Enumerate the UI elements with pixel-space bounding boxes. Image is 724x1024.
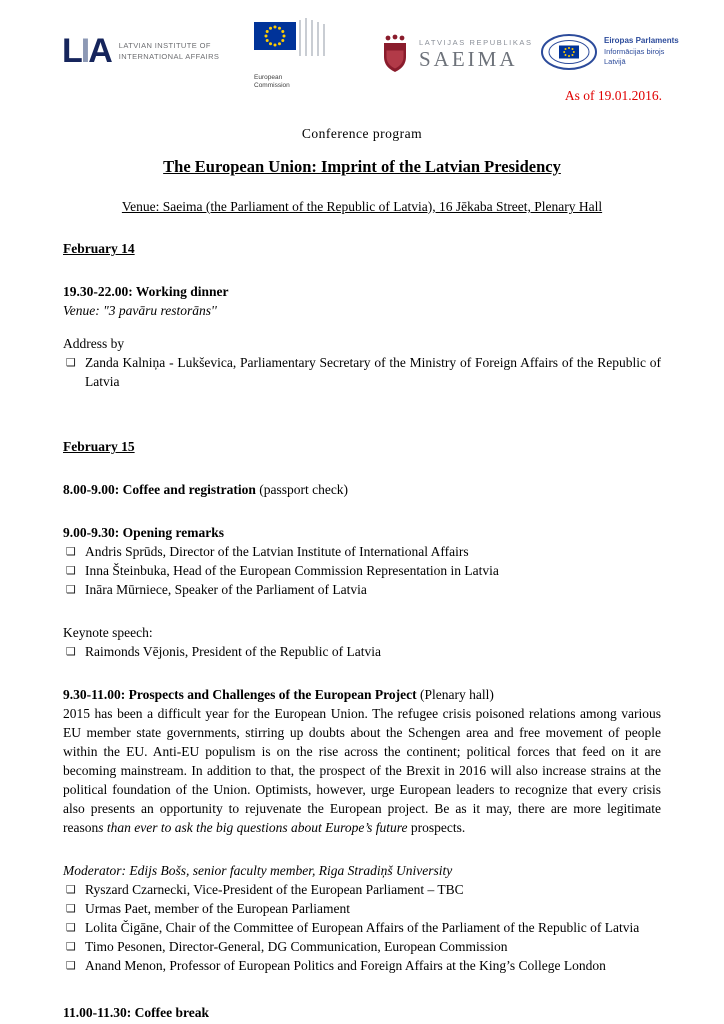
square-bullet-icon: ❑: [66, 883, 76, 896]
speaker-text: Ryszard Czarnecki, Vice-President of the European Parliament – TBC: [85, 882, 464, 897]
liia-logo-text: LATVIAN INSTITUTE OF INTERNATIONAL AFFAIRS: [118, 40, 220, 61]
working-dinner-venue: Venue: "3 pavāru restorāns'': [63, 303, 217, 318]
moderator-line: Moderator: Edijs Bošs, senior faculty member, Riga Stradiņš University: [63, 863, 453, 878]
square-bullet-icon: ❑: [66, 902, 76, 915]
latvian-coat-of-arms-icon: [380, 34, 410, 76]
eu-flag-building-icon: [252, 16, 340, 68]
list-item: [63, 899, 661, 918]
square-bullet-icon: ❑: [66, 645, 76, 658]
speaker-text: Lolita Čigāne, Chair of the Committee of European Affairs of the Parliament of the Republic of Latvia: [85, 920, 640, 935]
square-bullet-icon: ❑: [66, 959, 76, 972]
speaker-text: Inna Šteinbuka, Head of the European Commission Representation in Latvia: [85, 563, 499, 578]
heading-february-14: February 14: [63, 241, 135, 256]
keynote-label: Keynote speech:: [63, 625, 153, 640]
list-item: [63, 353, 661, 391]
as-of-date: As of 19.01.2016.: [564, 88, 662, 103]
keynote-block: [63, 623, 661, 661]
square-bullet-icon: ❑: [66, 545, 76, 558]
coffee-break-line: 11.00-11.30: Coffee break: [63, 1005, 209, 1020]
list-item: [63, 542, 661, 561]
speaker-text: Timo Pesonen, Director-General, DG Communication, European Commission: [85, 939, 508, 954]
working-dinner-block: [63, 282, 661, 320]
liia-logo-mark-icon: LIA: [62, 32, 111, 70]
document-body: [0, 112, 724, 1022]
speaker-text: Andris Sprūds, Director of the Latvian Institute of International Affairs: [85, 544, 469, 559]
heading-february-15: February 15: [63, 439, 135, 454]
address-by-block: [63, 334, 661, 391]
list-item: [63, 561, 661, 580]
list-item: [63, 880, 661, 899]
working-dinner-title: 19.30-22.00: Working dinner: [63, 284, 229, 299]
square-bullet-icon: ❑: [66, 564, 76, 577]
ec-logo-caption: European Commission: [254, 74, 290, 90]
venue-line: Venue: Saeima (the Parliament of the Republic of Latvia), 16 Jēkaba Street, Plenary Hall: [121, 199, 603, 214]
list-item: [63, 642, 661, 661]
square-bullet-icon: ❑: [66, 583, 76, 596]
square-bullet-icon: ❑: [66, 940, 76, 953]
program-label: Conference program: [301, 126, 423, 141]
european-parliament-logo: [540, 32, 679, 72]
list-item: [63, 937, 661, 956]
address-by-label: Address by: [63, 336, 125, 351]
speaker-text: Raimonds Vējonis, President of the Republic of Latvia: [85, 644, 381, 659]
list-item: [63, 918, 661, 937]
saeima-logo-text: LATVIJAS REPUBLIKAS SAEIMA: [419, 38, 533, 72]
speaker-text: Ināra Mūrniece, Speaker of the Parliament of Latvia: [85, 582, 367, 597]
panel-block: [63, 861, 661, 975]
list-item: [63, 956, 661, 975]
saeima-logo: [380, 34, 533, 76]
list-item: [63, 580, 661, 599]
liia-logo: [62, 34, 219, 68]
square-bullet-icon: ❑: [66, 356, 76, 369]
ep-hemicycle-flag-icon: [540, 32, 598, 72]
page-title: The European Union: Imprint of the Latvian Presidency: [163, 157, 561, 176]
session-title-line: 9.30-11.00: Prospects and Challenges of the European Project (Plenary hall): [63, 687, 494, 702]
european-commission-logo: [252, 16, 342, 91]
square-bullet-icon: ❑: [66, 921, 76, 934]
speaker-text: Zanda Kalniņa - Lukševica, Parliamentary Secretary of the Ministry of Foreign Affairs of the Republic of Latvia: [85, 355, 661, 389]
speaker-text: Anand Menon, Professor of European Politics and Foreign Affairs at the King’s College London: [85, 958, 606, 973]
session-description: 2015 has been a difficult year for the European Union. The refugee crisis poisoned relations among various EU member state governments, stirring up doubts about the Schengen area and free movement of people within the EU. Anti-EU populism is on the rise across the continent; political forces that feed on it are becoming mainstream. In addition to that, the prospect of the Brexit in 2016 will also increase strains at the political foundation of the Union. Optimists, however, urge European leaders to recognize that every crisis also presents an opportunity to rejuvenate the European project. Be as it may, there are more legitimate reasons than ever to ask the big questions about Europe’s future prospects.: [63, 706, 661, 835]
session-block: [63, 685, 661, 837]
ep-logo-text: Eiropas Parlaments Informācijas birojs Latvijā: [604, 36, 679, 67]
coffee-registration-line: 8.00-9.00: Coffee and registration (passport check): [63, 482, 349, 497]
speaker-text: Urmas Paet, member of the European Parliament: [85, 901, 351, 916]
opening-remarks-title: 9.00-9.30: Opening remarks: [63, 525, 224, 540]
opening-remarks-block: [63, 523, 661, 599]
